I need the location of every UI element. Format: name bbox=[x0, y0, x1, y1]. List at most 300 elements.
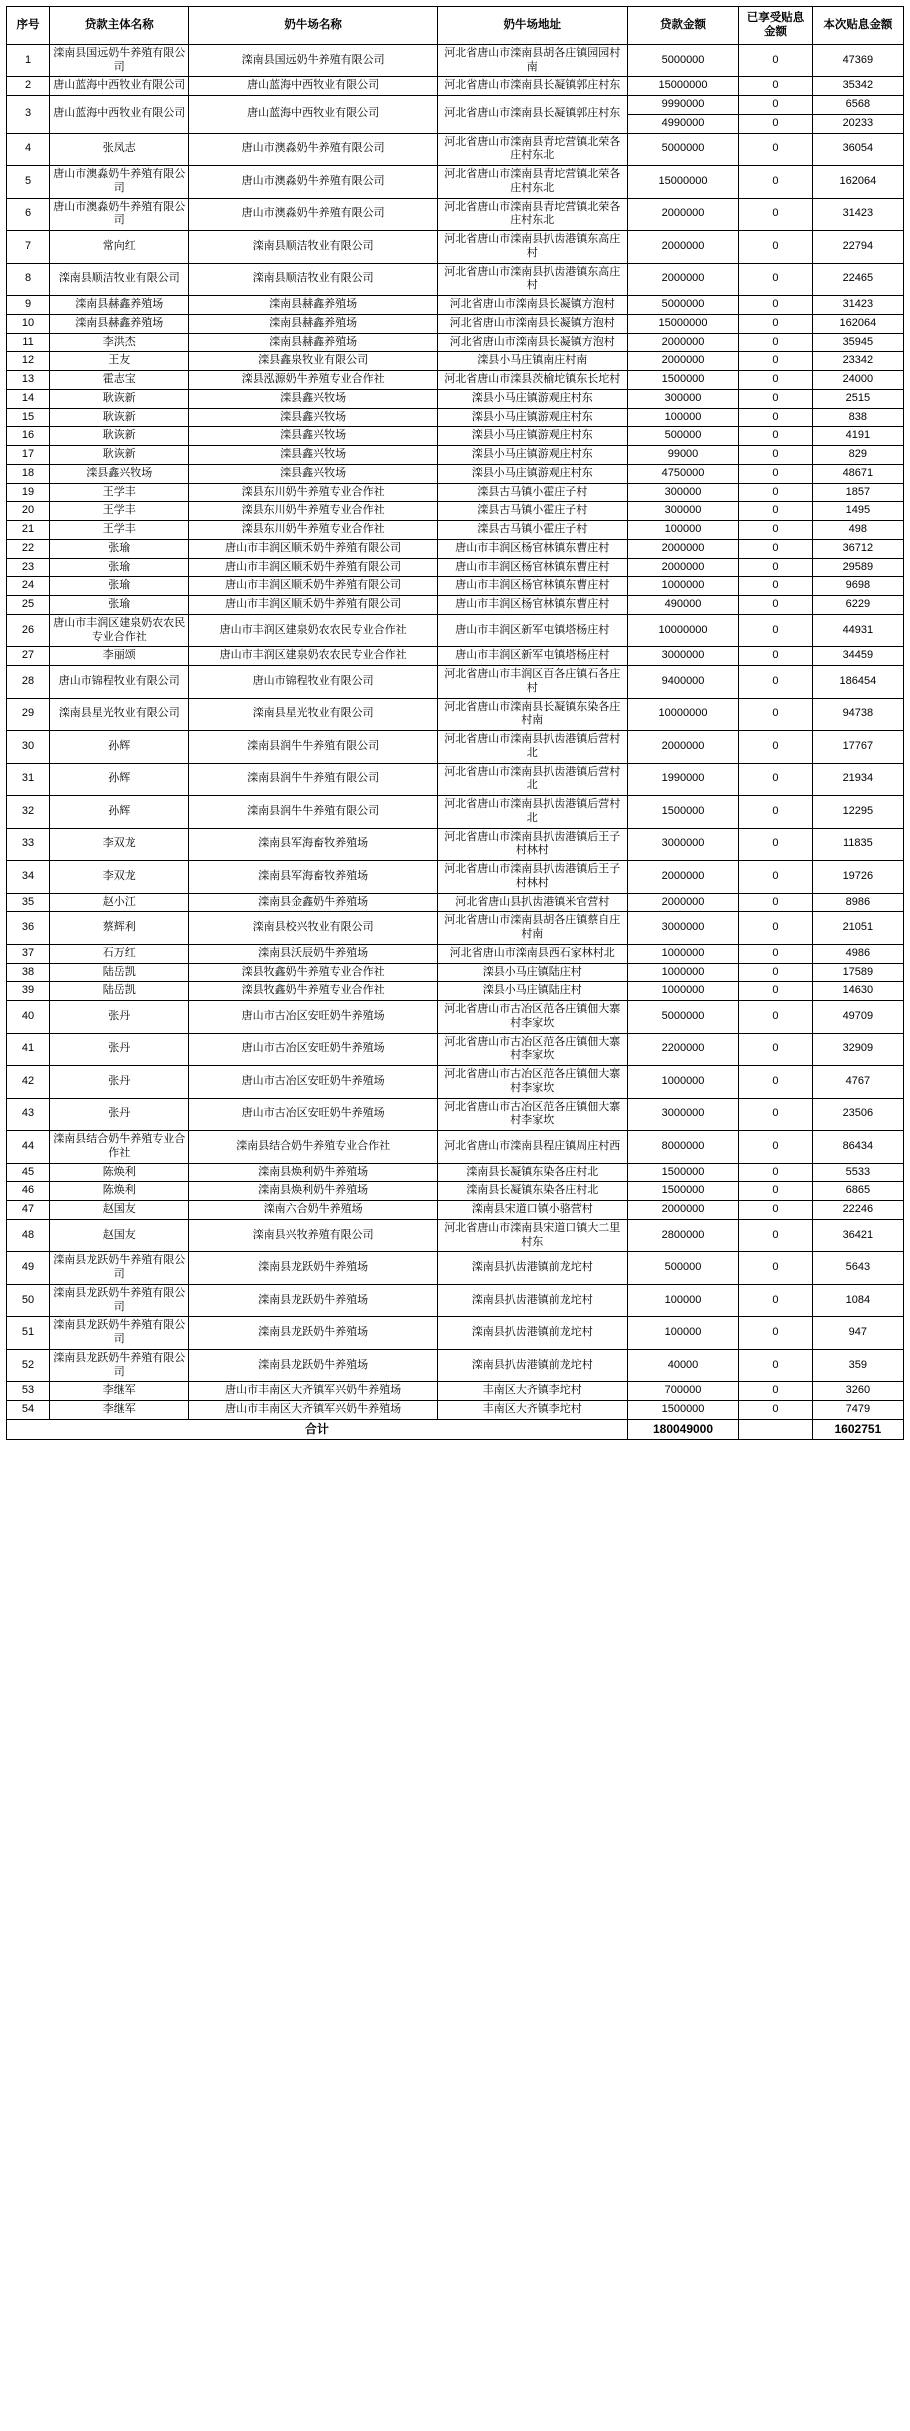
cell-previous-subsidy: 0 bbox=[739, 647, 812, 666]
cell-farm-address: 河北省唐山市滦南县长凝镇郭庄村东 bbox=[437, 77, 627, 96]
cell-loan-amount: 300000 bbox=[627, 483, 738, 502]
cell-index: 35 bbox=[7, 893, 50, 912]
table-header bbox=[7, 7, 904, 45]
cell-index: 25 bbox=[7, 596, 50, 615]
cell-loan-amount: 300000 bbox=[627, 502, 738, 521]
table-row bbox=[7, 1349, 904, 1382]
cell-farm-name: 滦南县军海畜牧养殖场 bbox=[189, 861, 437, 894]
cell-borrower: 陆岳凯 bbox=[50, 963, 189, 982]
cell-borrower: 滦南县龙跃奶牛养殖有限公司 bbox=[50, 1284, 189, 1317]
cell-current-subsidy: 5533 bbox=[812, 1163, 903, 1182]
cell-farm-address: 唐山市丰润区杨官林镇东曹庄村 bbox=[437, 596, 627, 615]
cell-previous-subsidy: 0 bbox=[739, 861, 812, 894]
cell-farm-name: 滦南县龙跃奶牛养殖场 bbox=[189, 1252, 437, 1285]
cell-previous-subsidy: 0 bbox=[739, 577, 812, 596]
cell-previous-subsidy: 0 bbox=[739, 1349, 812, 1382]
table-row bbox=[7, 1033, 904, 1066]
cell-loan-amount: 5000000 bbox=[627, 133, 738, 166]
cell-farm-name: 唐山市丰南区大齐镇军兴奶牛养殖场 bbox=[189, 1401, 437, 1420]
total-label: 合计 bbox=[7, 1419, 628, 1439]
table-row bbox=[7, 1201, 904, 1220]
cell-farm-address: 河北省唐山市古冶区范各庄镇佃大寨村李家坎 bbox=[437, 1066, 627, 1099]
cell-farm-name: 滦南县焕利奶牛养殖场 bbox=[189, 1182, 437, 1201]
cell-farm-address: 滦南县宋道口镇小骆营村 bbox=[437, 1201, 627, 1220]
cell-current-subsidy: 498 bbox=[812, 521, 903, 540]
table-row bbox=[7, 861, 904, 894]
cell-index: 3 bbox=[7, 96, 50, 134]
cell-current-subsidy: 29589 bbox=[812, 558, 903, 577]
cell-index: 48 bbox=[7, 1219, 50, 1252]
cell-borrower: 张丹 bbox=[50, 1066, 189, 1099]
cell-current-subsidy: 19726 bbox=[812, 861, 903, 894]
cell-farm-address: 河北省唐山市古冶区范各庄镇佃大寨村李家坎 bbox=[437, 1033, 627, 1066]
cell-borrower: 李洪杰 bbox=[50, 333, 189, 352]
cell-index: 34 bbox=[7, 861, 50, 894]
cell-farm-address: 唐山市丰润区杨官林镇东曹庄村 bbox=[437, 558, 627, 577]
cell-borrower: 唐山市锦程牧业有限公司 bbox=[50, 666, 189, 699]
cell-loan-amount: 500000 bbox=[627, 427, 738, 446]
cell-loan-amount: 15000000 bbox=[627, 314, 738, 333]
cell-borrower: 滦南县赫鑫养殖场 bbox=[50, 314, 189, 333]
cell-loan-amount: 100000 bbox=[627, 408, 738, 427]
cell-current-subsidy: 838 bbox=[812, 408, 903, 427]
table-row bbox=[7, 1163, 904, 1182]
cell-farm-address: 河北省唐山市滦南县长凝镇方泡村 bbox=[437, 314, 627, 333]
cell-previous-subsidy: 0 bbox=[739, 114, 812, 133]
cell-farm-name: 滦南县兴牧养殖有限公司 bbox=[189, 1219, 437, 1252]
cell-previous-subsidy: 0 bbox=[739, 371, 812, 390]
cell-loan-amount: 2000000 bbox=[627, 539, 738, 558]
column-header-previous-subsidy: 已享受贴息金额 bbox=[739, 7, 812, 45]
cell-farm-address: 河北省唐山市古冶区范各庄镇佃大寨村李家坎 bbox=[437, 1001, 627, 1034]
cell-farm-name: 滦南六合奶牛养殖场 bbox=[189, 1201, 437, 1220]
cell-farm-name: 滦县东川奶牛养殖专业合作社 bbox=[189, 502, 437, 521]
cell-loan-amount: 1500000 bbox=[627, 371, 738, 390]
cell-borrower: 耿诙新 bbox=[50, 446, 189, 465]
cell-current-subsidy: 5643 bbox=[812, 1252, 903, 1285]
table-row bbox=[7, 731, 904, 764]
cell-loan-amount: 1500000 bbox=[627, 1401, 738, 1420]
cell-farm-address: 河北省唐山市滦南县胡各庄镇园园村南 bbox=[437, 44, 627, 77]
cell-loan-amount: 3000000 bbox=[627, 1098, 738, 1131]
cell-previous-subsidy: 0 bbox=[739, 464, 812, 483]
cell-previous-subsidy: 0 bbox=[739, 1401, 812, 1420]
cell-farm-name: 滦南县顺洁牧业有限公司 bbox=[189, 231, 437, 264]
cell-previous-subsidy: 0 bbox=[739, 1001, 812, 1034]
cell-borrower: 唐山市澳淼奶牛养殖有限公司 bbox=[50, 198, 189, 231]
cell-loan-amount: 15000000 bbox=[627, 166, 738, 199]
table-row bbox=[7, 577, 904, 596]
cell-current-subsidy: 17767 bbox=[812, 731, 903, 764]
table-row bbox=[7, 912, 904, 945]
cell-index: 30 bbox=[7, 731, 50, 764]
cell-farm-address: 滦南县扒齿港镇前龙坨村 bbox=[437, 1252, 627, 1285]
cell-borrower: 滦南县龙跃奶牛养殖有限公司 bbox=[50, 1349, 189, 1382]
cell-farm-address: 河北省唐山市滦南县长凝镇东染各庄村南 bbox=[437, 698, 627, 731]
cell-index: 38 bbox=[7, 963, 50, 982]
cell-farm-address: 唐山市丰润区新军屯镇塔杨庄村 bbox=[437, 647, 627, 666]
cell-farm-name: 唐山市丰润区建泉奶农农民专业合作社 bbox=[189, 647, 437, 666]
cell-current-subsidy: 36054 bbox=[812, 133, 903, 166]
cell-previous-subsidy: 0 bbox=[739, 44, 812, 77]
cell-borrower: 张瑜 bbox=[50, 596, 189, 615]
cell-loan-amount: 2800000 bbox=[627, 1219, 738, 1252]
cell-current-subsidy: 35945 bbox=[812, 333, 903, 352]
table-row bbox=[7, 408, 904, 427]
table-row bbox=[7, 763, 904, 796]
cell-index: 1 bbox=[7, 44, 50, 77]
cell-farm-address: 河北省唐山市滦南县扒齿港镇后王子村林村 bbox=[437, 828, 627, 861]
cell-current-subsidy: 24000 bbox=[812, 371, 903, 390]
cell-index: 54 bbox=[7, 1401, 50, 1420]
cell-index: 24 bbox=[7, 577, 50, 596]
cell-current-subsidy: 829 bbox=[812, 446, 903, 465]
cell-borrower: 唐山蓝海中西牧业有限公司 bbox=[50, 77, 189, 96]
table-row bbox=[7, 796, 904, 829]
cell-loan-amount: 1000000 bbox=[627, 982, 738, 1001]
cell-loan-amount: 2000000 bbox=[627, 861, 738, 894]
cell-farm-name: 唐山市锦程牧业有限公司 bbox=[189, 666, 437, 699]
cell-borrower: 陆岳凯 bbox=[50, 982, 189, 1001]
cell-current-subsidy: 21934 bbox=[812, 763, 903, 796]
cell-borrower: 王学丰 bbox=[50, 483, 189, 502]
table-row bbox=[7, 521, 904, 540]
cell-loan-amount: 1500000 bbox=[627, 1163, 738, 1182]
cell-farm-address: 滦南县扒齿港镇前龙坨村 bbox=[437, 1284, 627, 1317]
table-row bbox=[7, 1098, 904, 1131]
cell-farm-name: 滦南县赫鑫养殖场 bbox=[189, 314, 437, 333]
cell-previous-subsidy: 0 bbox=[739, 666, 812, 699]
cell-borrower: 张瑜 bbox=[50, 539, 189, 558]
cell-borrower: 孙辉 bbox=[50, 763, 189, 796]
cell-index: 4 bbox=[7, 133, 50, 166]
cell-previous-subsidy: 0 bbox=[739, 1219, 812, 1252]
cell-borrower: 滦南县结合奶牛养殖专业合作社 bbox=[50, 1131, 189, 1164]
table-row bbox=[7, 982, 904, 1001]
cell-farm-address: 滦县小马庄镇游观庄村东 bbox=[437, 446, 627, 465]
cell-index: 18 bbox=[7, 464, 50, 483]
cell-farm-name: 唐山市古冶区安旺奶牛养殖场 bbox=[189, 1033, 437, 1066]
cell-previous-subsidy: 0 bbox=[739, 231, 812, 264]
cell-farm-address: 河北省唐山县扒齿港镇米官营村 bbox=[437, 893, 627, 912]
cell-index: 46 bbox=[7, 1182, 50, 1201]
cell-index: 27 bbox=[7, 647, 50, 666]
cell-borrower: 张丹 bbox=[50, 1098, 189, 1131]
cell-current-subsidy: 4191 bbox=[812, 427, 903, 446]
subsidy-table bbox=[6, 6, 904, 1440]
cell-current-subsidy: 17589 bbox=[812, 963, 903, 982]
table-row bbox=[7, 647, 904, 666]
cell-current-subsidy: 12295 bbox=[812, 796, 903, 829]
cell-farm-address: 丰南区大齐镇李坨村 bbox=[437, 1382, 627, 1401]
cell-farm-name: 滦南县金鑫奶牛养殖场 bbox=[189, 893, 437, 912]
cell-index: 12 bbox=[7, 352, 50, 371]
cell-loan-amount: 9990000 bbox=[627, 96, 738, 115]
cell-farm-address: 唐山市丰润区新军屯镇塔杨庄村 bbox=[437, 614, 627, 647]
cell-current-subsidy: 23506 bbox=[812, 1098, 903, 1131]
cell-loan-amount: 1500000 bbox=[627, 796, 738, 829]
cell-loan-amount: 100000 bbox=[627, 1317, 738, 1350]
cell-borrower: 滦南县龙跃奶牛养殖有限公司 bbox=[50, 1317, 189, 1350]
total-loan-amount: 180049000 bbox=[627, 1419, 738, 1439]
cell-loan-amount: 4990000 bbox=[627, 114, 738, 133]
cell-borrower: 赵小江 bbox=[50, 893, 189, 912]
cell-borrower: 孙辉 bbox=[50, 731, 189, 764]
cell-previous-subsidy: 0 bbox=[739, 133, 812, 166]
cell-farm-name: 滦南县军海畜牧养殖场 bbox=[189, 828, 437, 861]
cell-loan-amount: 5000000 bbox=[627, 1001, 738, 1034]
cell-loan-amount: 10000000 bbox=[627, 614, 738, 647]
cell-index: 29 bbox=[7, 698, 50, 731]
cell-previous-subsidy: 0 bbox=[739, 1182, 812, 1201]
cell-farm-name: 唐山市古冶区安旺奶牛养殖场 bbox=[189, 1066, 437, 1099]
cell-loan-amount: 1000000 bbox=[627, 1066, 738, 1099]
cell-farm-address: 唐山市丰润区杨官林镇东曹庄村 bbox=[437, 539, 627, 558]
cell-farm-name: 滦南县赫鑫养殖场 bbox=[189, 296, 437, 315]
cell-farm-name: 唐山市古冶区安旺奶牛养殖场 bbox=[189, 1001, 437, 1034]
cell-farm-name: 唐山市古冶区安旺奶牛养殖场 bbox=[189, 1098, 437, 1131]
cell-borrower: 耿诙新 bbox=[50, 427, 189, 446]
cell-index: 19 bbox=[7, 483, 50, 502]
cell-farm-name: 滦县牧鑫奶牛养殖专业合作社 bbox=[189, 982, 437, 1001]
cell-farm-name: 滦南县焕利奶牛养殖场 bbox=[189, 1163, 437, 1182]
column-header-current-subsidy: 本次贴息金额 bbox=[812, 7, 903, 45]
cell-farm-name: 唐山市丰润区顺禾奶牛养殖有限公司 bbox=[189, 539, 437, 558]
cell-previous-subsidy: 0 bbox=[739, 314, 812, 333]
cell-farm-name: 滦南县顺洁牧业有限公司 bbox=[189, 263, 437, 296]
cell-borrower: 唐山市丰润区建泉奶农农民专业合作社 bbox=[50, 614, 189, 647]
cell-previous-subsidy: 0 bbox=[739, 614, 812, 647]
cell-previous-subsidy: 0 bbox=[739, 1382, 812, 1401]
cell-loan-amount: 3000000 bbox=[627, 647, 738, 666]
total-current-subsidy: 1602751 bbox=[812, 1419, 903, 1439]
cell-borrower: 滦南县顺洁牧业有限公司 bbox=[50, 263, 189, 296]
cell-loan-amount: 300000 bbox=[627, 389, 738, 408]
cell-previous-subsidy: 0 bbox=[739, 96, 812, 115]
cell-farm-name: 滦南县赫鑫养殖场 bbox=[189, 333, 437, 352]
cell-farm-address: 河北省唐山市滦南县宋道口镇大二里村东 bbox=[437, 1219, 627, 1252]
cell-loan-amount: 99000 bbox=[627, 446, 738, 465]
cell-loan-amount: 1000000 bbox=[627, 944, 738, 963]
table-row bbox=[7, 1401, 904, 1420]
table-row bbox=[7, 166, 904, 199]
cell-farm-address: 河北省唐山市滦南县扒齿港镇东高庄村 bbox=[437, 263, 627, 296]
cell-farm-address: 河北省唐山市滦南县扒齿港镇东高庄村 bbox=[437, 231, 627, 264]
cell-farm-name: 唐山蓝海中西牧业有限公司 bbox=[189, 96, 437, 134]
cell-loan-amount: 2000000 bbox=[627, 893, 738, 912]
cell-previous-subsidy: 0 bbox=[739, 944, 812, 963]
cell-farm-name: 滦县泓源奶牛养殖专业合作社 bbox=[189, 371, 437, 390]
cell-previous-subsidy: 0 bbox=[739, 1201, 812, 1220]
cell-current-subsidy: 36712 bbox=[812, 539, 903, 558]
cell-farm-address: 河北省唐山市古冶区范各庄镇佃大寨村李家坎 bbox=[437, 1098, 627, 1131]
cell-borrower: 滦南县赫鑫养殖场 bbox=[50, 296, 189, 315]
cell-loan-amount: 100000 bbox=[627, 521, 738, 540]
cell-farm-address: 滦县小马庄镇游观庄村东 bbox=[437, 427, 627, 446]
cell-farm-address: 河北省唐山市滦南县西石家林村北 bbox=[437, 944, 627, 963]
cell-borrower: 王学丰 bbox=[50, 521, 189, 540]
cell-index: 42 bbox=[7, 1066, 50, 1099]
cell-current-subsidy: 32909 bbox=[812, 1033, 903, 1066]
cell-loan-amount: 3000000 bbox=[627, 912, 738, 945]
cell-borrower: 王学丰 bbox=[50, 502, 189, 521]
cell-previous-subsidy: 0 bbox=[739, 483, 812, 502]
cell-previous-subsidy: 0 bbox=[739, 893, 812, 912]
cell-borrower: 耿诙新 bbox=[50, 408, 189, 427]
cell-farm-address: 滦县小马庄镇游观庄村东 bbox=[437, 464, 627, 483]
cell-index: 28 bbox=[7, 666, 50, 699]
cell-farm-name: 唐山市丰润区建泉奶农农民专业合作社 bbox=[189, 614, 437, 647]
cell-index: 43 bbox=[7, 1098, 50, 1131]
cell-loan-amount: 2000000 bbox=[627, 231, 738, 264]
cell-previous-subsidy: 0 bbox=[739, 296, 812, 315]
cell-farm-address: 滦县古马镇小霍庄子村 bbox=[437, 483, 627, 502]
cell-borrower: 唐山蓝海中西牧业有限公司 bbox=[50, 96, 189, 134]
header-row bbox=[7, 7, 904, 45]
cell-current-subsidy: 7479 bbox=[812, 1401, 903, 1420]
cell-previous-subsidy: 0 bbox=[739, 982, 812, 1001]
cell-farm-name: 唐山市丰南区大齐镇军兴奶牛养殖场 bbox=[189, 1382, 437, 1401]
cell-previous-subsidy: 0 bbox=[739, 1284, 812, 1317]
cell-borrower: 耿诙新 bbox=[50, 389, 189, 408]
cell-current-subsidy: 6568 bbox=[812, 96, 903, 115]
cell-previous-subsidy: 0 bbox=[739, 1066, 812, 1099]
cell-previous-subsidy: 0 bbox=[739, 1033, 812, 1066]
cell-farm-address: 唐山市丰润区杨官林镇东曹庄村 bbox=[437, 577, 627, 596]
cell-previous-subsidy: 0 bbox=[739, 352, 812, 371]
cell-previous-subsidy: 0 bbox=[739, 796, 812, 829]
cell-previous-subsidy: 0 bbox=[739, 558, 812, 577]
cell-index: 33 bbox=[7, 828, 50, 861]
cell-current-subsidy: 86434 bbox=[812, 1131, 903, 1164]
cell-index: 9 bbox=[7, 296, 50, 315]
cell-farm-name: 滦南县国远奶牛养殖有限公司 bbox=[189, 44, 437, 77]
table-row bbox=[7, 596, 904, 615]
cell-current-subsidy: 22465 bbox=[812, 263, 903, 296]
cell-farm-address: 滦县小马庄镇陆庄村 bbox=[437, 982, 627, 1001]
cell-loan-amount: 1500000 bbox=[627, 1182, 738, 1201]
cell-index: 26 bbox=[7, 614, 50, 647]
cell-borrower: 张丹 bbox=[50, 1001, 189, 1034]
cell-farm-address: 河北省唐山市滦县茨榆坨镇东长坨村 bbox=[437, 371, 627, 390]
cell-farm-name: 滦县鑫兴牧场 bbox=[189, 408, 437, 427]
cell-farm-name: 滦县鑫兴牧场 bbox=[189, 389, 437, 408]
table-row bbox=[7, 1317, 904, 1350]
cell-previous-subsidy: 0 bbox=[739, 912, 812, 945]
cell-borrower: 李继军 bbox=[50, 1401, 189, 1420]
cell-current-subsidy: 49709 bbox=[812, 1001, 903, 1034]
cell-loan-amount: 2000000 bbox=[627, 731, 738, 764]
cell-farm-name: 唐山市丰润区顺禾奶牛养殖有限公司 bbox=[189, 558, 437, 577]
table-row bbox=[7, 1382, 904, 1401]
cell-borrower: 常向红 bbox=[50, 231, 189, 264]
cell-borrower: 张丹 bbox=[50, 1033, 189, 1066]
cell-index: 49 bbox=[7, 1252, 50, 1285]
cell-loan-amount: 490000 bbox=[627, 596, 738, 615]
cell-index: 50 bbox=[7, 1284, 50, 1317]
cell-previous-subsidy: 0 bbox=[739, 263, 812, 296]
table-row bbox=[7, 314, 904, 333]
cell-farm-name: 滦南县沃辰奶牛养殖场 bbox=[189, 944, 437, 963]
cell-farm-name: 滦南县龙跃奶牛养殖场 bbox=[189, 1284, 437, 1317]
cell-loan-amount: 5000000 bbox=[627, 296, 738, 315]
cell-loan-amount: 1000000 bbox=[627, 963, 738, 982]
cell-index: 47 bbox=[7, 1201, 50, 1220]
cell-loan-amount: 500000 bbox=[627, 1252, 738, 1285]
cell-loan-amount: 4750000 bbox=[627, 464, 738, 483]
cell-index: 37 bbox=[7, 944, 50, 963]
table-row bbox=[7, 296, 904, 315]
cell-previous-subsidy: 0 bbox=[739, 596, 812, 615]
table-row bbox=[7, 427, 904, 446]
cell-farm-address: 河北省唐山市滦南县扒齿港镇后营村北 bbox=[437, 731, 627, 764]
cell-current-subsidy: 94738 bbox=[812, 698, 903, 731]
cell-loan-amount: 9400000 bbox=[627, 666, 738, 699]
cell-index: 36 bbox=[7, 912, 50, 945]
cell-borrower: 陈焕利 bbox=[50, 1182, 189, 1201]
cell-loan-amount: 2200000 bbox=[627, 1033, 738, 1066]
cell-borrower: 孙辉 bbox=[50, 796, 189, 829]
cell-borrower: 李双龙 bbox=[50, 828, 189, 861]
cell-farm-name: 唐山市丰润区顺禾奶牛养殖有限公司 bbox=[189, 596, 437, 615]
cell-index: 22 bbox=[7, 539, 50, 558]
table-row bbox=[7, 963, 904, 982]
cell-previous-subsidy: 0 bbox=[739, 1317, 812, 1350]
cell-farm-address: 滦县小马庄镇南庄村南 bbox=[437, 352, 627, 371]
cell-farm-name: 唐山市澳淼奶牛养殖有限公司 bbox=[189, 133, 437, 166]
cell-borrower: 王友 bbox=[50, 352, 189, 371]
table-body bbox=[7, 44, 904, 1439]
cell-farm-name: 滦县鑫兴牧场 bbox=[189, 427, 437, 446]
cell-farm-name: 滦南县龙跃奶牛养殖场 bbox=[189, 1349, 437, 1382]
cell-previous-subsidy: 0 bbox=[739, 1098, 812, 1131]
cell-loan-amount: 2000000 bbox=[627, 352, 738, 371]
cell-current-subsidy: 20233 bbox=[812, 114, 903, 133]
cell-previous-subsidy: 0 bbox=[739, 333, 812, 352]
table-row bbox=[7, 96, 904, 115]
cell-loan-amount: 2000000 bbox=[627, 263, 738, 296]
cell-loan-amount: 2000000 bbox=[627, 333, 738, 352]
cell-previous-subsidy: 0 bbox=[739, 166, 812, 199]
cell-borrower: 李双龙 bbox=[50, 861, 189, 894]
table-row bbox=[7, 828, 904, 861]
cell-index: 10 bbox=[7, 314, 50, 333]
table-row bbox=[7, 44, 904, 77]
cell-index: 8 bbox=[7, 263, 50, 296]
table-row bbox=[7, 77, 904, 96]
cell-loan-amount: 100000 bbox=[627, 1284, 738, 1317]
table-row bbox=[7, 614, 904, 647]
table-row bbox=[7, 1284, 904, 1317]
cell-borrower: 滦县鑫兴牧场 bbox=[50, 464, 189, 483]
table-row bbox=[7, 539, 904, 558]
cell-farm-address: 滦县小马庄镇陆庄村 bbox=[437, 963, 627, 982]
column-header-farm-address: 奶牛场地址 bbox=[437, 7, 627, 45]
cell-loan-amount: 2000000 bbox=[627, 198, 738, 231]
table-row bbox=[7, 502, 904, 521]
table-row bbox=[7, 666, 904, 699]
cell-index: 13 bbox=[7, 371, 50, 390]
cell-farm-address: 滦县小马庄镇游观庄村东 bbox=[437, 408, 627, 427]
cell-borrower: 唐山市澳淼奶牛养殖有限公司 bbox=[50, 166, 189, 199]
cell-farm-name: 滦县鑫兴牧场 bbox=[189, 464, 437, 483]
cell-borrower: 石万红 bbox=[50, 944, 189, 963]
cell-index: 53 bbox=[7, 1382, 50, 1401]
cell-previous-subsidy: 0 bbox=[739, 1131, 812, 1164]
cell-previous-subsidy: 0 bbox=[739, 408, 812, 427]
cell-current-subsidy: 48671 bbox=[812, 464, 903, 483]
cell-index: 51 bbox=[7, 1317, 50, 1350]
